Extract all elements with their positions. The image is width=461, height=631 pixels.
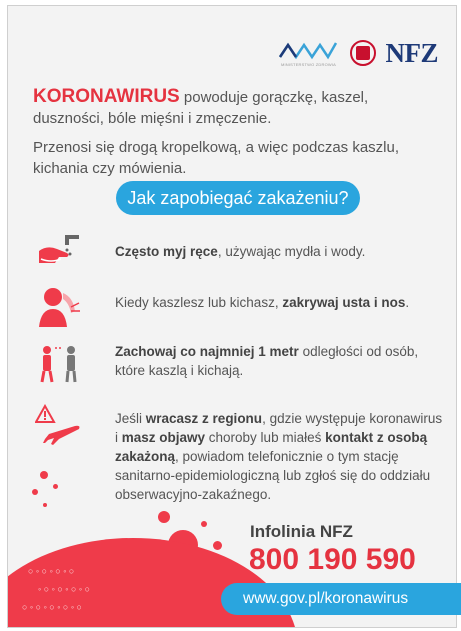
- decor-dot: [32, 489, 38, 495]
- decor-pattern: ○ ◦ ○ ◦ ○ ◦ ○: [28, 566, 75, 576]
- item-plain-text: , używając mydła i wody.: [217, 244, 366, 259]
- decor-pattern: ○ ◦ ○ ◦ ○ ◦ ○ ◦ ○: [22, 602, 82, 612]
- cough-icon: [35, 285, 85, 327]
- travel-warning-icon: [35, 404, 85, 448]
- ministry-label: MINISTERSTWO ZDROWIA: [280, 62, 337, 67]
- item-plain-text: , gdzie występuje koronawirus i: [115, 411, 443, 445]
- decor-pattern: ◦ ○ ◦ ○ ◦ ○ ◦ ○: [38, 584, 91, 594]
- item-travel-text: [115, 409, 445, 504]
- item-bold-text: Zachowaj co najmniej 1 metr: [115, 344, 299, 359]
- transmission-text: Przenosi się drogą kropelkową, a więc podczas kaszlu, kichania czy mówienia.: [33, 139, 400, 177]
- item-bold-text: zakrywaj usta i nos: [282, 295, 406, 310]
- handwash-icon: [35, 231, 85, 267]
- keyword-koronawirus: KORONAWIRUS: [33, 86, 180, 107]
- distance-icon: [35, 344, 85, 384]
- item-plain-text: Jeśli: [115, 411, 146, 426]
- item-bold-text: kontakt z osobą zakażoną: [115, 430, 428, 464]
- item-plain-text: , powiadom telefonicznie o tym stację sanitarno-epidemiologiczną lub zgłoś się do oddziału obserwacyjno-zakaźnego.: [115, 449, 431, 502]
- item-plain-text: odległości od osób, które kaszlą i kichają.: [115, 344, 419, 378]
- item-bold-text: masz objawy: [121, 430, 206, 445]
- item-handwash-text: [115, 242, 445, 261]
- eagle-emblem-icon: [350, 40, 376, 66]
- decor-dot: [40, 471, 48, 479]
- header-logos: [278, 36, 439, 70]
- decor-dot: [213, 541, 222, 550]
- hotline-phone[interactable]: 800 190 590: [249, 543, 416, 576]
- item-distance-text: [115, 342, 445, 380]
- nfz-logo: NFZ: [385, 37, 438, 68]
- hotline-label: Infolinia NFZ: [250, 522, 353, 541]
- item-plain-text: .: [405, 295, 410, 310]
- decor-dot: [201, 521, 207, 527]
- symptoms-text: powoduje gorączkę, kaszel, duszności, bóle mięśni i zmęczenie.: [33, 89, 369, 127]
- poster: [7, 5, 457, 628]
- item-bold-text: Często myj ręce: [115, 244, 218, 259]
- decor-dot: [43, 503, 47, 507]
- prevention-heading-button: Jak zapobiegać zakażeniu?: [116, 181, 360, 215]
- decor-dot: [53, 484, 58, 489]
- item-bold-text: wracasz z regionu: [145, 411, 263, 426]
- ministry-logo: [278, 39, 340, 67]
- website-link[interactable]: www.gov.pl/koronawirus: [221, 583, 461, 615]
- item-plain-text: choroby lub miałeś: [205, 430, 326, 445]
- decor-dot: [158, 511, 170, 523]
- intro-paragraph: [33, 86, 443, 129]
- ministry-wave-icon: [278, 39, 340, 61]
- item-cough-text: [115, 293, 445, 312]
- item-plain-text: Kiedy kaszlesz lub kichasz,: [115, 295, 283, 310]
